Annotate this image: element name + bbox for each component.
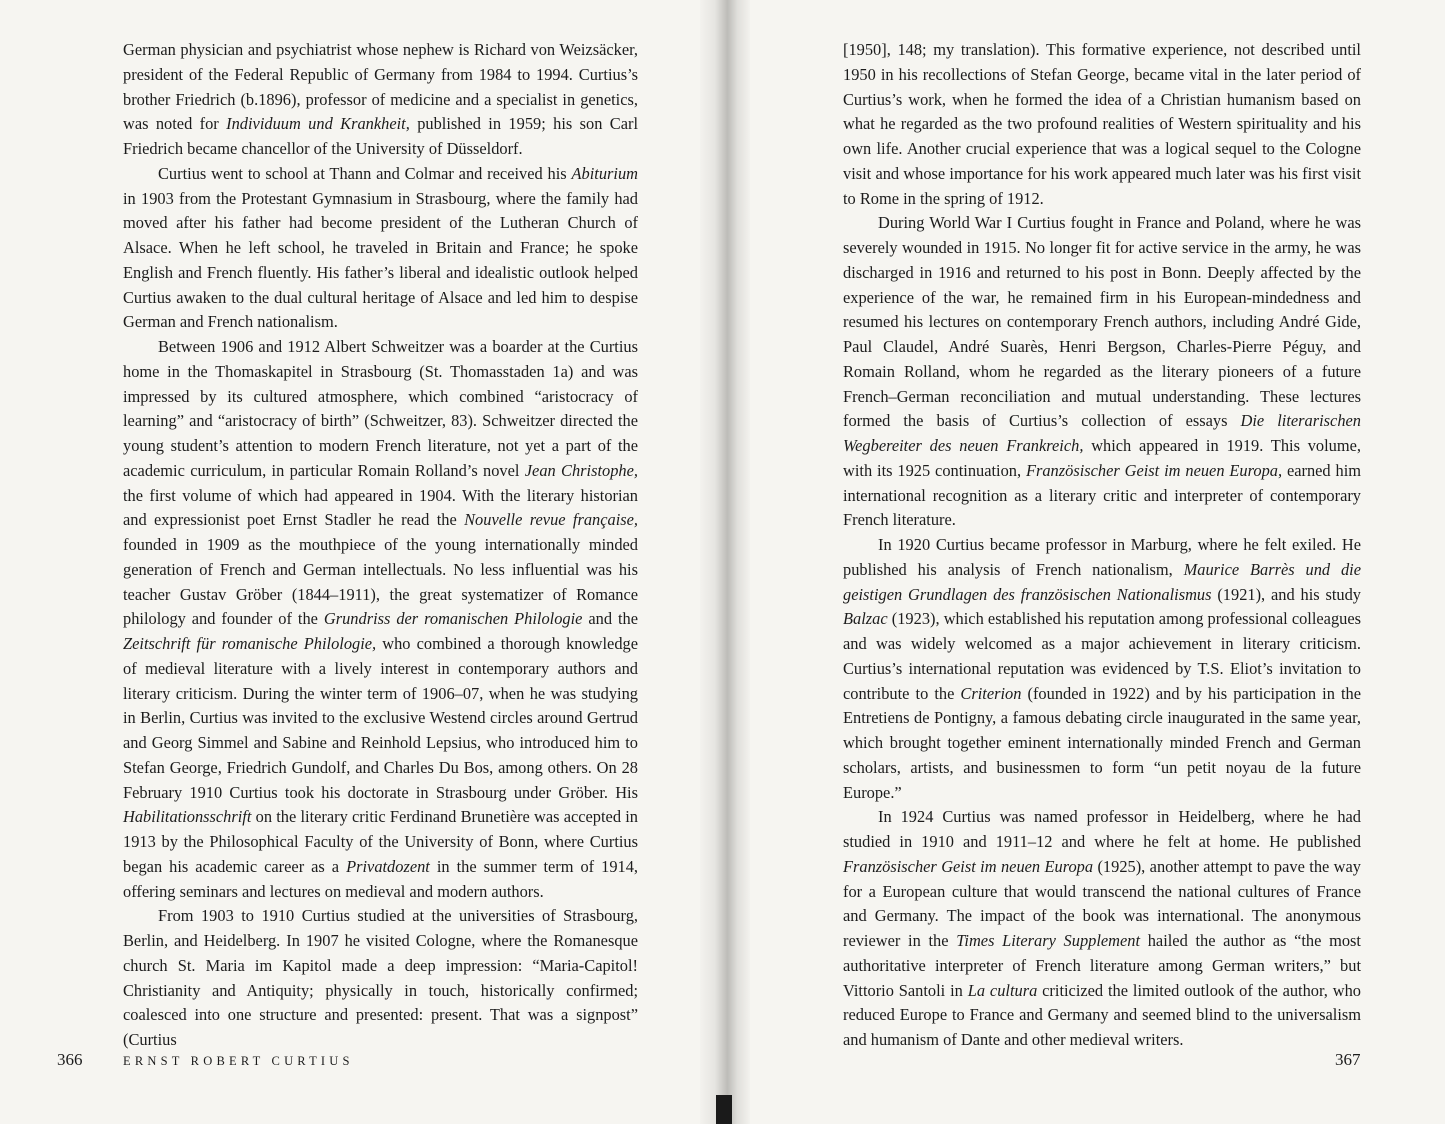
page-number: 367 xyxy=(1335,1050,1361,1069)
running-head: ERNST ROBERT CURTIUS xyxy=(123,1054,354,1068)
page-number: 366 xyxy=(57,1050,83,1069)
paragraph: In 1924 Curtius was named professor in Heidelberg, where he had studied in 1910 and 1911–12 and where he felt at home. He published Französischer Geist im neuen Europa (1925), another attempt to pave the way for a European culture that would transcend the national cultures of France and Germany. The impact of the book was international. The anonymous reviewer in the Times Literary Supplement hailed the author as “the most authoritative interpreter of French literature among German writers,” but Vittorio Santoli in La cultura criticized the limited outlook of the author, who reduced Europe to France and Germany and seemed blind to the universalism and humanism of Dante and other medieval writers. xyxy=(843,807,1362,1049)
right-page xyxy=(725,0,1445,1124)
left-page-text xyxy=(123,38,638,1053)
paragraph: During World War I Curtius fought in France and Poland, where he was severely wounded in 1915. No longer fit for active service in the army, he was discharged in 1916 and returned to his post in Bonn. Deeply affected by the experience of the war, he remained firm in his European-mindedness and resumed his lectures on contemporary French authors, including André Gide, Paul Claudel, André Suarès, Henri Bergson, Charles-Pierre Péguy, and Romain Rolland, whom he regarded as the literary pioneers of a future French–German reconciliation and mutual understanding. These lectures formed the basis of Curtius’s collection of essays Die literarischen Wegbereiter des neuen Frankreich, which appeared in 1919. This volume, with its 1925 continuation, Französischer Geist im neuen Europa, earned him international recognition as a literary critic and interpreter of contemporary French literature. xyxy=(843,213,1361,530)
paragraph: Between 1906 and 1912 Albert Schweitzer was a boarder at the Curtius home in the Thomaskapitel in Strasbourg (St. Thomasstaden 1a) and was impressed by its cultured atmosphere, which combined “aristocracy of learning” and “aristocracy of birth” (Schweitzer, 83). Schweitzer directed the young student’s attention to modern French literature, not yet a part of the academic curriculum, in particular Romain Rolland’s novel Jean Christophe, the first volume of which had appeared in 1904. With the literary historian and expressionist poet Ernst Stadler he read the Nouvelle revue française, founded in 1909 as the mouthpiece of the young internationally minded generation of French and German intellectuals. No less influential was his teacher Gustav Gröber (1844–1911), the great systematizer of Romance philology and founder of the Grundriss der romanischen Philologie and the Zeitschrift für romanische Philologie, who combined a thorough knowledge of medieval literature with a lively interest in contemporary authors and literary criticism. During the winter term of 1906–07, when he was studying in Berlin, Curtius was invited to the exclusive Westend circles around Gertrud and Georg Simmel and Sabine and Reinhold Lepsius, who introduced him to Stefan George, Friedrich Gundolf, and Charles Du Bos, among others. On 28 February 1910 Curtius took his doctorate in Strasbourg under Gröber. His Habilitationsschrift on the literary critic Ferdinand Brunetière was accepted in 1913 by the Philosophical Faculty of the University of Bonn, where Curtius began his academic career as a Privatdozent in the summer term of 1914, offering seminars and lectures on medieval and modern authors. xyxy=(123,337,639,901)
right-page-text xyxy=(843,38,1361,1053)
left-page xyxy=(0,0,720,1124)
paragraph: From 1903 to 1910 Curtius studied at the universities of Strasbourg, Berlin, and Heidelberg. In 1907 he visited Cologne, where the Romanesque church St. Maria im Kapitol made a deep impression: “Maria-Capitol! Christianity and Antiquity; physically in touch, historically confirmed; coalesced into one structure and presented: present. That was a signpost” (Curtius xyxy=(123,906,638,1049)
gutter-shadow xyxy=(716,1095,732,1124)
paragraph: [1950], 148; my translation). This formative experience, not described until 1950 in his recollections of Stefan George, became vital in the later period of Curtius’s work, when he formed the idea of a Christian humanism based on what he regarded as the two profound realities of Western spirituality and his own life. Another crucial experience that was a logical sequel to the Cologne visit and whose importance for his work appeared much later was his first visit to Rome in the spring of 1912. xyxy=(843,40,1361,208)
book-gutter xyxy=(700,0,750,1124)
paragraph: Curtius went to school at Thann and Colmar and received his Abiturium in 1903 from the Protestant Gymnasium in Strasbourg, where the family had moved after his father had become president of the Lutheran Church of Alsace. When he left school, he traveled in Britain and France; he spoke English and French fluently. His father’s liberal and idealistic outlook helped Curtius awaken to the dual cultural heritage of Alsace and led him to despise German and French nationalism. xyxy=(123,163,638,332)
paragraph: In 1920 Curtius became professor in Marburg, where he felt exiled. He published his analysis of French nationalism, Maurice Barrès und die geistigen Grundlagen des französischen Nationalismus (1921), and his study Balzac (1923), which established his reputation among professional colleagues and was widely welcomed as a major achievement in literary criticism. Curtius’s international reputation was evidenced by T.S. Eliot’s invitation to contribute to the Criterion (founded in 1922) and by his participation in the Entretiens de Pontigny, a famous debating circle inaugurated in the same year, which brought together eminent internationally minded French and German scholars, artists, and businessmen to form “un petit noyau de la future Europe.” xyxy=(843,535,1361,802)
paragraph: German physician and psychiatrist whose nephew is Richard von Weizsäcker, president of the Federal Republic of Germany from 1984 to 1994. Curtius’s brother Friedrich (b.1896), professor of medicine and a specialist in genetics, was noted for Individuum und Krankheit, published in 1959; his son Carl Friedrich became chancellor of the University of Düsseldorf. xyxy=(123,40,639,158)
